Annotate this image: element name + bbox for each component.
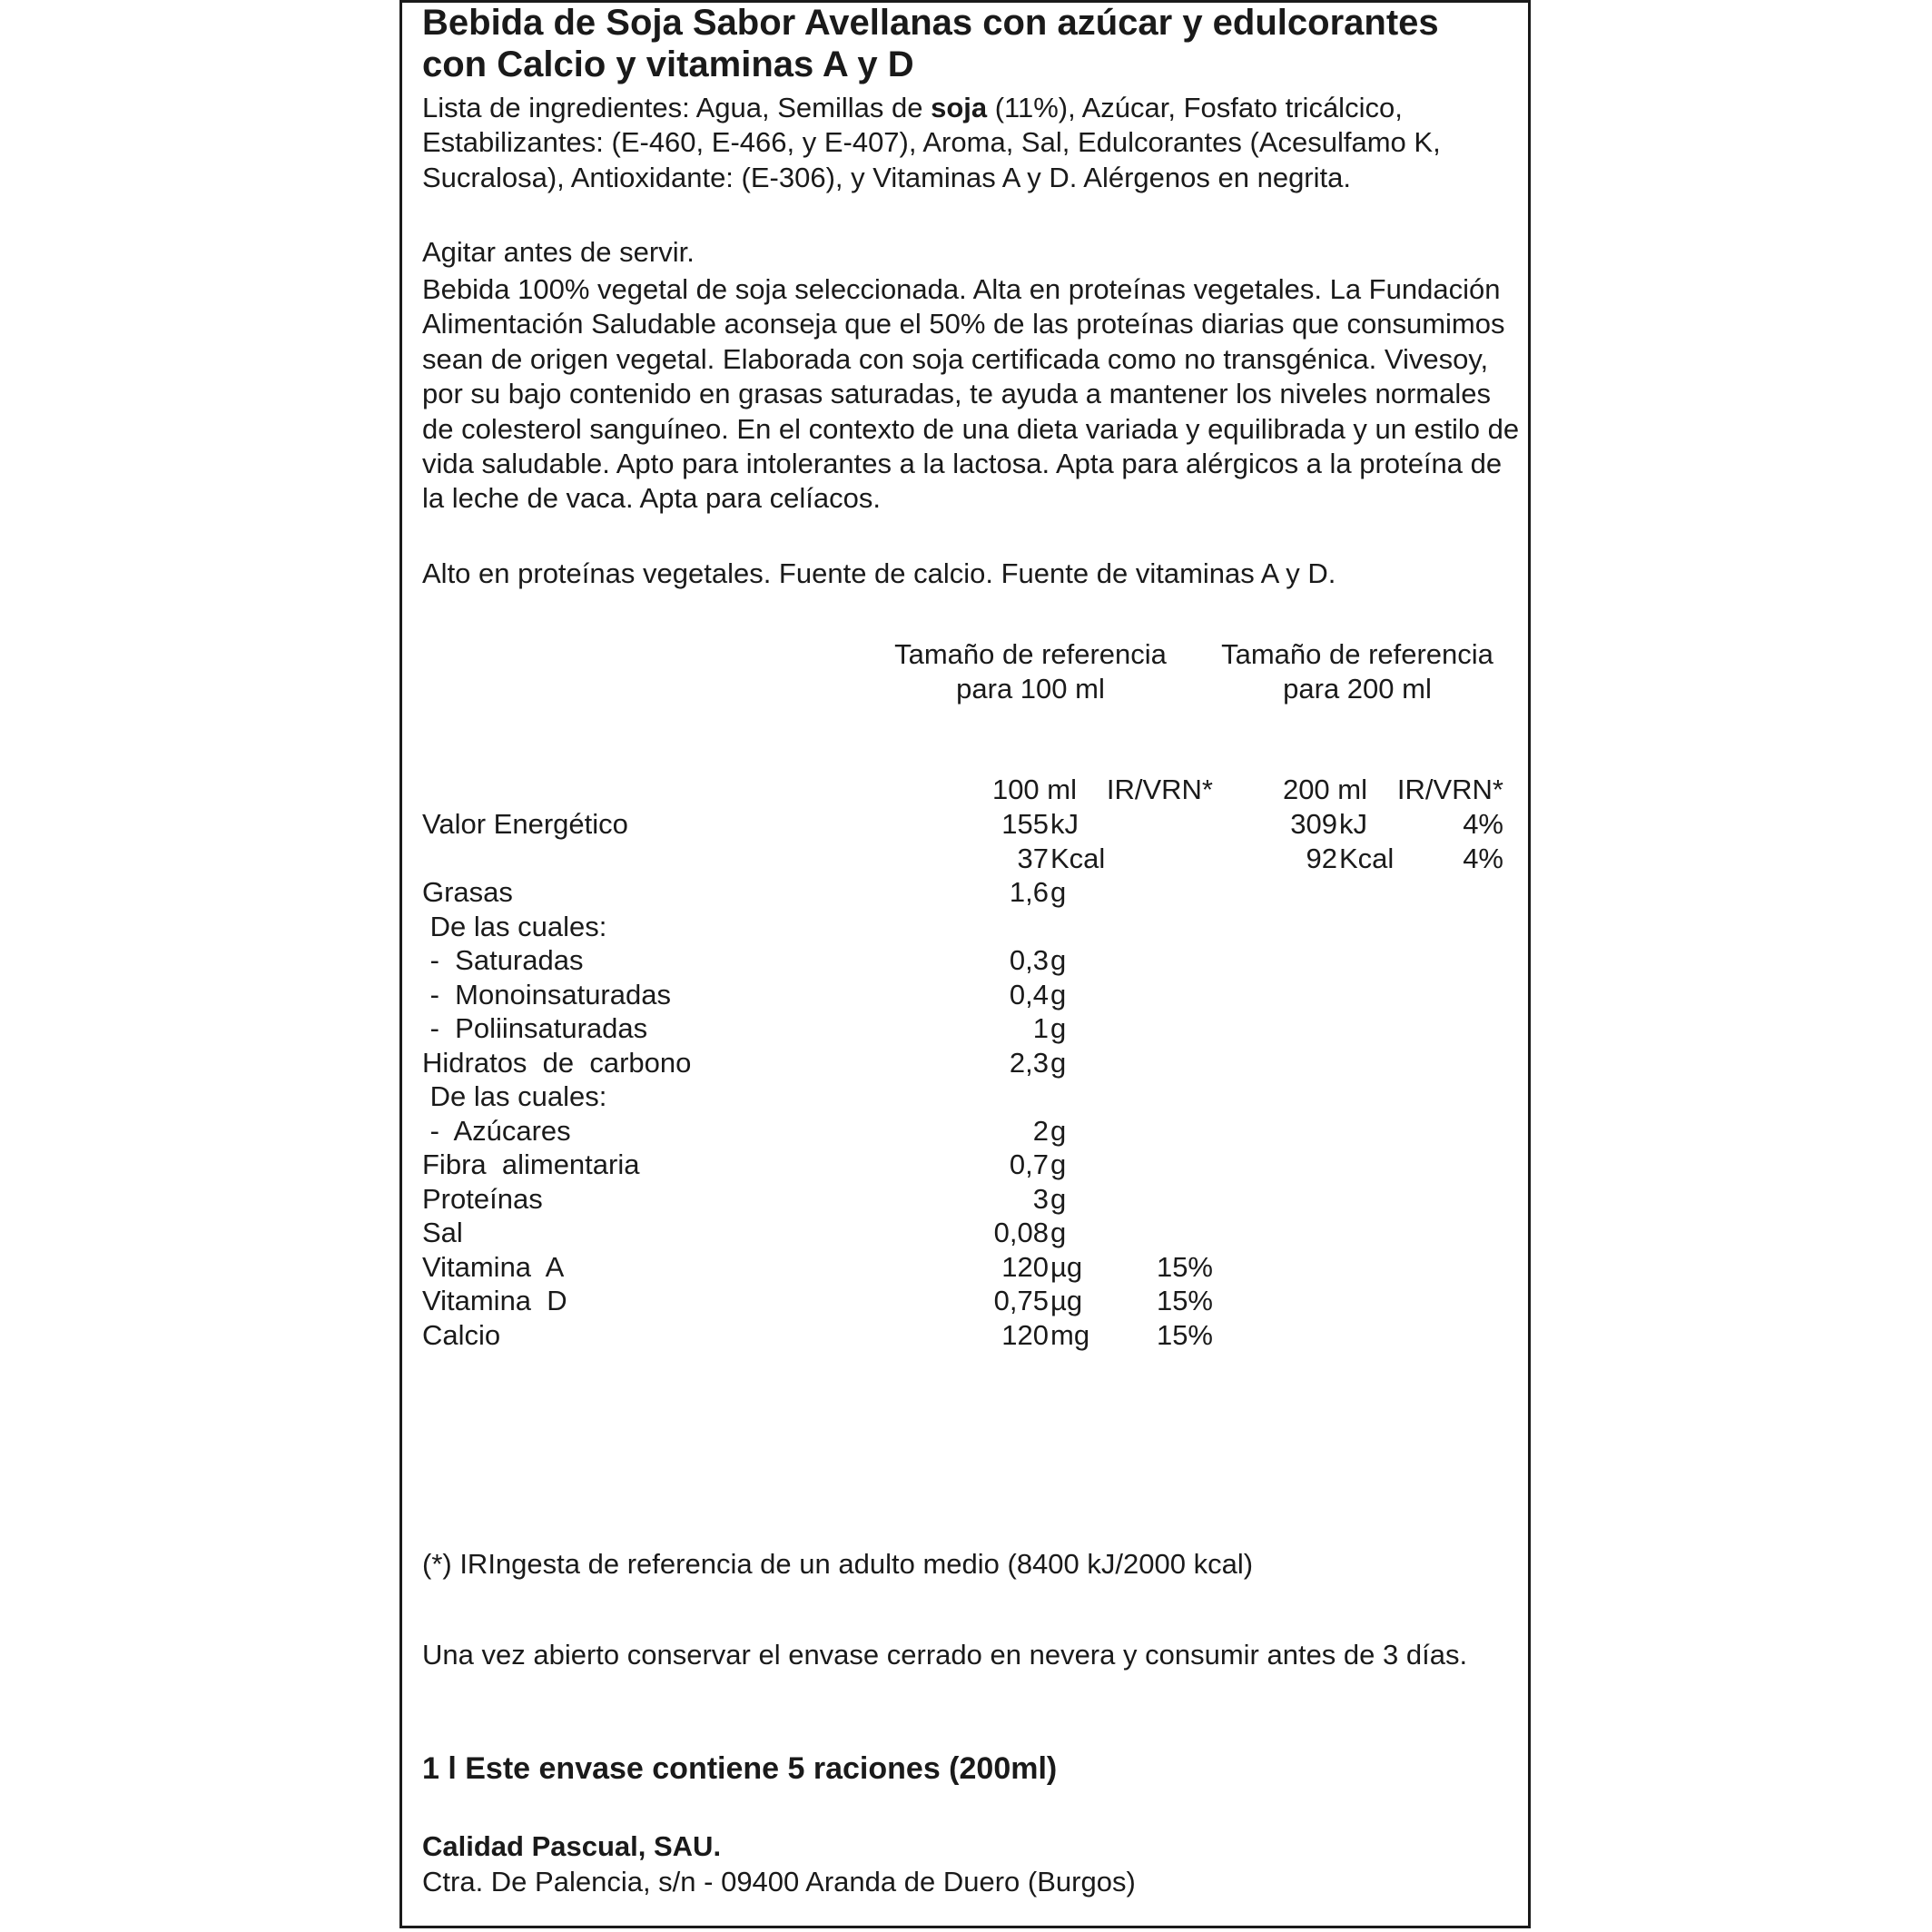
product-title-line1: Bebida de Soja Sabor Avellanas con azúcar y edulcorantes xyxy=(422,3,1439,43)
energy-kj-pct-200: 4% xyxy=(1463,808,1503,840)
product-title-line2: con Calcio y vitaminas A y D xyxy=(422,44,914,84)
col-header-200ml: 200 ml xyxy=(1282,774,1367,805)
nutrient-unit-100: g xyxy=(1050,1012,1067,1044)
nutrient-value-100: 2,3 xyxy=(1009,1046,1049,1079)
nutrient-unit-100: g xyxy=(1050,944,1067,976)
nutrient-value-100: 3 xyxy=(1032,1182,1049,1215)
nutrient-value-100: 0,4 xyxy=(1009,978,1049,1010)
energy-kcal-unit-100: Kcal xyxy=(1050,843,1106,874)
nutrient-value-100: 2 xyxy=(1032,1114,1049,1147)
ref-100-line2: para 100 ml xyxy=(956,673,1105,705)
nutrient-label: Sal xyxy=(422,1217,463,1248)
energy-kj-100: 155 xyxy=(1001,808,1049,840)
ref-200-line2: para 200 ml xyxy=(1283,673,1432,705)
nutrient-ir-100: 15% xyxy=(1156,1285,1213,1316)
nutrient-value-100: 120 xyxy=(1001,1318,1049,1351)
footnote: (*) IRIngesta de referencia de un adulto medio (8400 kJ/2000 kcal) xyxy=(422,1548,1254,1580)
energy-kcal-unit-200: Kcal xyxy=(1339,843,1395,874)
nutrient-label: Grasas xyxy=(422,876,513,908)
ingredients-prefix: Lista de ingredientes: Agua, Semillas de xyxy=(422,92,932,123)
nutrient-unit-100: g xyxy=(1050,978,1067,1010)
ref-200-line1: Tamaño de referencia xyxy=(1221,638,1493,670)
nutrient-label: De las cuales: xyxy=(422,910,607,942)
col-header-100ml: 100 ml xyxy=(991,774,1077,805)
ref-100-line1: Tamaño de referencia xyxy=(894,638,1167,670)
nutrient-unit-100: mg xyxy=(1050,1318,1090,1351)
energy-kj-200: 309 xyxy=(1290,808,1337,840)
nutrient-label: - Monoinsaturadas xyxy=(422,978,671,1010)
nutrient-unit-100: g xyxy=(1050,876,1067,908)
nutrient-value-100: 0,08 xyxy=(993,1217,1049,1248)
ingredients-suffix: (11%), Azúcar, Fosfato tricálcico, Estabilizantes: (E-460, E-466, y E-407), Aroma, Sal, Edulcorantes (Acesulfamo K, Sucralosa), Antioxidante: (E-306), y Vitaminas A y D. Alérgenos en negrita. xyxy=(422,92,1441,193)
storage-instructions: Una vez abierto conservar el envase cerrado en nevera y consumir antes de 3 días. xyxy=(422,1639,1468,1671)
col-header-ir-100: IR/VRN* xyxy=(1106,774,1213,805)
nutrient-label: - Azúcares xyxy=(422,1114,571,1147)
nutrient-unit-100: g xyxy=(1050,1217,1067,1248)
nutrient-label: Fibra alimentaria xyxy=(422,1148,640,1180)
nutrient-unit-100: µg xyxy=(1050,1285,1083,1316)
energy-label: Valor Energético xyxy=(422,808,628,840)
nutrient-value-100: 1 xyxy=(1032,1012,1049,1044)
nutrient-unit-100: g xyxy=(1050,1046,1067,1079)
nutrient-label: Proteínas xyxy=(422,1182,543,1215)
shake-note: Agitar antes de servir. xyxy=(422,236,695,268)
allergen-soja: soja xyxy=(931,92,988,123)
nutrient-ir-100: 15% xyxy=(1156,1250,1213,1283)
company-name: Calidad Pascual, SAU. xyxy=(422,1830,722,1862)
nutrient-label: Calcio xyxy=(422,1318,501,1351)
energy-kj-unit-200: kJ xyxy=(1339,808,1367,840)
nutrient-unit-100: g xyxy=(1050,1114,1067,1147)
col-header-ir-200: IR/VRN* xyxy=(1396,774,1503,805)
company-address: Ctra. De Palencia, s/n - 09400 Aranda de Duero (Burgos) xyxy=(422,1866,1136,1898)
nutrient-value-100: 0,3 xyxy=(1009,944,1049,976)
nutrient-value-100: 1,6 xyxy=(1009,876,1049,908)
product-description: Bebida 100% vegetal de soja seleccionada. Alta en proteínas vegetales. La Fundación Alimentación Saludable aconseja que el 50% de las proteínas diarias que consumimos sean de origen vegetal. Elaborada con soja certificada como no transgénica. Vivesoy, por su bajo contenido en grasas saturadas, te ayuda a mantener los niveles normales de colesterol sanguíneo. En el contexto de una dieta variada y equilibrada y un estilo de vida saludable. Apto para intolerantes a la lactosa. Apta para alérgicos a la proteína de la leche de vaca. Apta para celíacos. xyxy=(422,273,1520,515)
nutrient-value-100: 120 xyxy=(1001,1250,1049,1283)
nutrient-unit-100: g xyxy=(1050,1182,1067,1215)
energy-kcal-100: 37 xyxy=(1017,843,1049,874)
nutrient-label: - Saturadas xyxy=(422,944,584,976)
nutrient-value-100: 0,75 xyxy=(993,1285,1049,1316)
nutrient-unit-100: µg xyxy=(1050,1250,1083,1283)
energy-kcal-200: 92 xyxy=(1306,843,1337,874)
nutrient-label: - Poliinsaturadas xyxy=(422,1012,648,1044)
nutrition-claims: Alto en proteínas vegetales. Fuente de calcio. Fuente de vitaminas A y D. xyxy=(422,557,1336,589)
nutrient-label: De las cuales: xyxy=(422,1080,607,1112)
nutrient-label: Hidratos de carbono xyxy=(422,1046,692,1079)
nutrient-unit-100: g xyxy=(1050,1148,1067,1180)
servings-info: 1 l Este envase contiene 5 raciones (200ml) xyxy=(422,1751,1058,1786)
nutrient-ir-100: 15% xyxy=(1156,1318,1213,1351)
ingredients-list xyxy=(422,91,1493,195)
energy-kj-unit-100: kJ xyxy=(1050,808,1079,840)
energy-kcal-pct-200: 4% xyxy=(1463,843,1503,874)
nutrient-label: Vitamina D xyxy=(422,1285,567,1316)
nutrient-label: Vitamina A xyxy=(422,1250,565,1283)
nutrient-value-100: 0,7 xyxy=(1009,1148,1049,1180)
